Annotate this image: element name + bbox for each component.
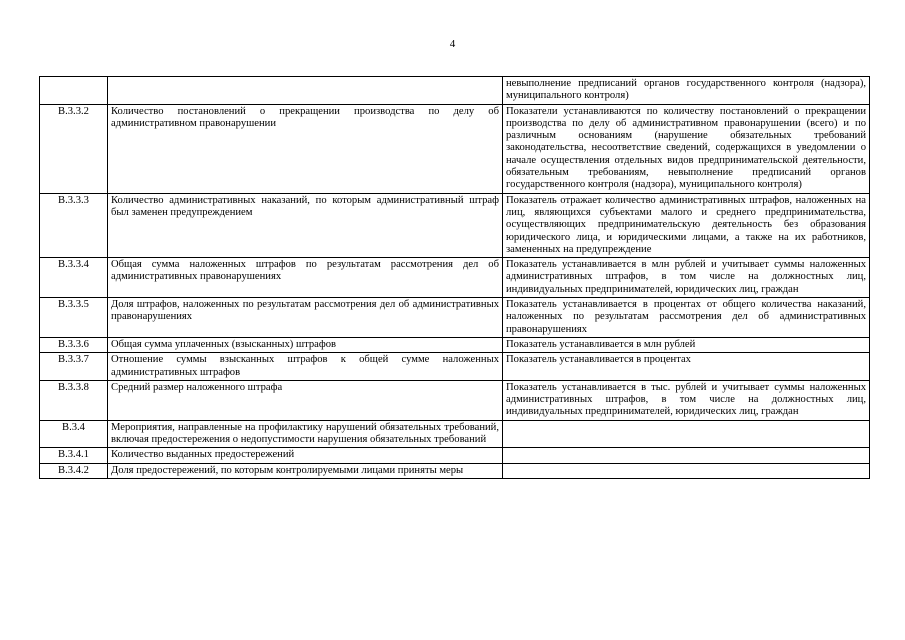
indicator-description-cell: Показатели устанавливаются по количеству постановлений о прекращении производства по делу об административном правонарушении (всего) и по различным основаниям (нарушение обязательных требований законодательства, несоответствие сведений, содержащихся в уведомлении о начале осуществления отдельных видов предпринимательской деятельности, обязательным требованиям, невыполнение предписаний органов государственного контроля (надзора), муниципального контроля) [503,104,870,193]
indicator-code-cell: В.3.3.2 [40,104,108,193]
indicator-code-cell: В.3.3.3 [40,193,108,257]
indicators-table-body [40,77,870,479]
indicator-code-cell: В.3.4 [40,420,108,448]
indicator-name-cell: Количество постановлений о прекращении производства по делу об административном правонарушении [108,104,503,193]
indicator-code-cell: В.3.3.5 [40,298,108,338]
indicator-name-cell: Доля предостережений, по которым контролируемыми лицами приняты меры [108,463,503,478]
indicator-code-cell: В.3.3.6 [40,337,108,352]
indicator-description-cell [503,420,870,448]
indicator-name-cell: Отношение суммы взысканных штрафов к общей сумме наложенных административных штрафов [108,353,503,381]
indicator-code-cell: В.3.3.8 [40,380,108,420]
indicator-code-cell: В.3.3.4 [40,258,108,298]
indicator-name-cell: Общая сумма наложенных штрафов по результатам рассмотрения дел об административных правонарушениях [108,258,503,298]
table-row [40,448,870,463]
table-row [40,258,870,298]
indicator-name-cell: Количество административных наказаний, по которым административный штраф был заменен предупреждением [108,193,503,257]
indicator-description-cell: невыполнение предписаний органов государственного контроля (надзора), муниципального контроля) [503,77,870,105]
indicator-code-cell: В.3.3.7 [40,353,108,381]
indicator-description-cell [503,463,870,478]
indicator-description-cell: Показатель отражает количество административных штрафов, наложенных на лиц, являющихся субъектами малого и среднего предпринимательства, осуществляющих предпринимательскую деятельность без образования юридического лица, и юридическими лицами, а также на их работников, замененных на предупреждение [503,193,870,257]
indicator-description-cell: Показатель устанавливается в млн рублей [503,337,870,352]
indicator-code-cell: В.3.4.2 [40,463,108,478]
table-row [40,104,870,193]
table-row [40,77,870,105]
table-row [40,463,870,478]
table-row [40,353,870,381]
table-row [40,337,870,352]
table-row [40,298,870,338]
table-row [40,420,870,448]
page-number: 4 [449,38,456,50]
indicator-name-cell [108,77,503,105]
indicator-description-cell: Показатель устанавливается в млн рублей и учитывает суммы наложенных административных штрафов, в том числе на должностных лиц, индивидуальных предпринимателей, юридических лиц, граждан [503,258,870,298]
table-row [40,380,870,420]
indicator-name-cell: Количество выданных предостережений [108,448,503,463]
indicator-code-cell: В.3.4.1 [40,448,108,463]
indicator-name-cell: Мероприятия, направленные на профилактику нарушений обязательных требований, включая предостережения о недопустимости нарушения обязательных требований [108,420,503,448]
indicator-name-cell: Доля штрафов, наложенных по результатам рассмотрения дел об административных правонарушениях [108,298,503,338]
indicator-description-cell: Показатель устанавливается в процентах от общего количества наказаний, наложенных по результатам рассмотрения дел об административных правонарушениях [503,298,870,338]
indicator-description-cell: Показатель устанавливается в процентах [503,353,870,381]
indicator-name-cell: Общая сумма уплаченных (взысканных) штрафов [108,337,503,352]
indicator-description-cell: Показатель устанавливается в тыс. рублей и учитывает суммы наложенных административных штрафов, в том числе на должностных лиц, индивидуальных предпринимателей, юридических лиц, граждан [503,380,870,420]
indicator-name-cell: Средний размер наложенного штрафа [108,380,503,420]
table-row [40,193,870,257]
indicators-table [39,76,870,479]
indicator-code-cell [40,77,108,105]
indicator-description-cell [503,448,870,463]
